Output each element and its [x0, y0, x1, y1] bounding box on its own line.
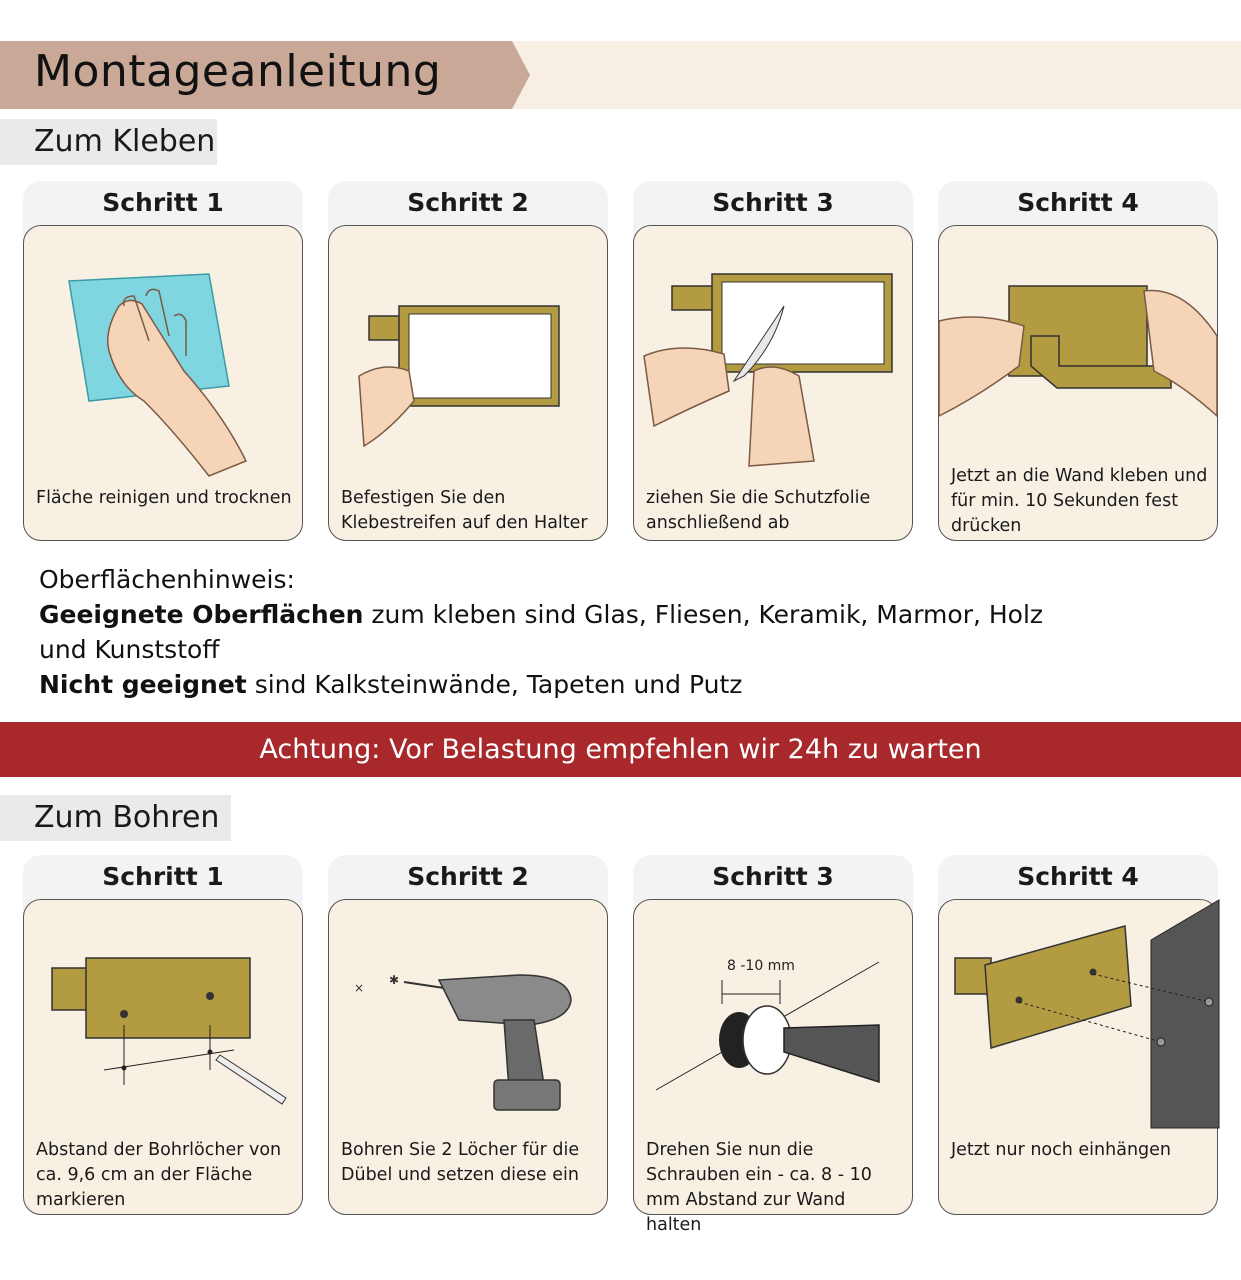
svg-text:×: × [354, 981, 365, 995]
step-label: Schritt 2 [328, 855, 608, 915]
step-label: Schritt 1 [23, 855, 303, 915]
step-caption: Jetzt an die Wand kleben und für min. 10 Sekunden fest drücken [951, 466, 1208, 536]
section-heading-bohren: Zum Bohren [0, 795, 231, 841]
step-body [23, 225, 303, 541]
step-label: Schritt 3 [633, 181, 913, 241]
step-body [633, 899, 913, 1235]
notes-suitable-text-2: und Kunststoff [39, 635, 220, 664]
warning-banner: Achtung: Vor Belastung empfehlen wir 24h zu warten [0, 722, 1241, 777]
step-body [328, 225, 608, 541]
step-caption: Jetzt nur noch einhängen [951, 1140, 1172, 1160]
bohren-step-1-card [23, 855, 305, 1217]
step-label: Schritt 4 [938, 855, 1218, 915]
step-label: Schritt 3 [633, 855, 913, 915]
section-heading-kleben: Zum Kleben [0, 119, 217, 165]
step-body [328, 899, 608, 1215]
step-body [938, 899, 1218, 1215]
step-caption: Befestigen Sie den Klebestreifen auf den Halter [341, 488, 588, 533]
surface-notes [39, 562, 1043, 702]
press-to-wall-illustration [939, 226, 1219, 476]
notes-unsuitable-bold: Nicht geeignet [39, 670, 247, 699]
notes-suitable [39, 597, 1043, 632]
step-body [23, 899, 303, 1215]
bohren-step-2-card [328, 855, 610, 1217]
step-caption: Drehen Sie nun die Schrauben ein - ca. 8 - 10 mm Abstand zur Wand halten [646, 1140, 872, 1235]
step-caption: Abstand der Bohrlöcher von ca. 9,6 cm an der Fläche markieren [36, 1140, 282, 1210]
peel-protective-film-illustration [634, 226, 914, 476]
holder-adhesive-illustration [329, 226, 609, 476]
notes-unsuitable-text: sind Kalksteinwände, Tapeten und Putz [246, 670, 743, 699]
cleaning-cloth-hand-illustration [24, 226, 304, 476]
step-label: Schritt 1 [23, 181, 303, 241]
notes-suitable-text: zum kleben sind Glas, Fliesen, Keramik, Marmor, Holz [363, 600, 1044, 629]
step-caption: ziehen Sie die Schutzfolie anschließend ab [646, 488, 871, 533]
notes-heading: Oberflächenhinweis: [39, 565, 295, 594]
kleben-step-2-card [328, 181, 610, 543]
notes-unsuitable [39, 667, 1043, 702]
notes-suitable-bold: Geeignete Oberflächen [39, 600, 364, 629]
step-label: Schritt 4 [938, 181, 1218, 241]
step-caption: Fläche reinigen und trocknen [36, 488, 292, 508]
mark-drill-holes-illustration [24, 900, 304, 1150]
step-body [938, 225, 1218, 541]
kleben-step-4-card [938, 181, 1220, 543]
svg-text:✱: ✱ [389, 973, 400, 987]
dimension-label: 8 -10 mm [727, 958, 795, 974]
step-label: Schritt 2 [328, 181, 608, 241]
bohren-step-3-card [633, 855, 915, 1235]
step-caption: Bohren Sie 2 Löcher für die Dübel und setzen diese ein [341, 1140, 580, 1185]
power-drill-illustration [329, 900, 609, 1150]
hang-on-wall-illustration [939, 900, 1219, 1150]
bohren-step-4-card [938, 855, 1220, 1217]
screw-distance-illustration [634, 900, 914, 1150]
step-body [633, 225, 913, 541]
kleben-step-1-card [23, 181, 305, 543]
kleben-step-3-card [633, 181, 915, 543]
page-title: Montageanleitung [34, 46, 442, 97]
